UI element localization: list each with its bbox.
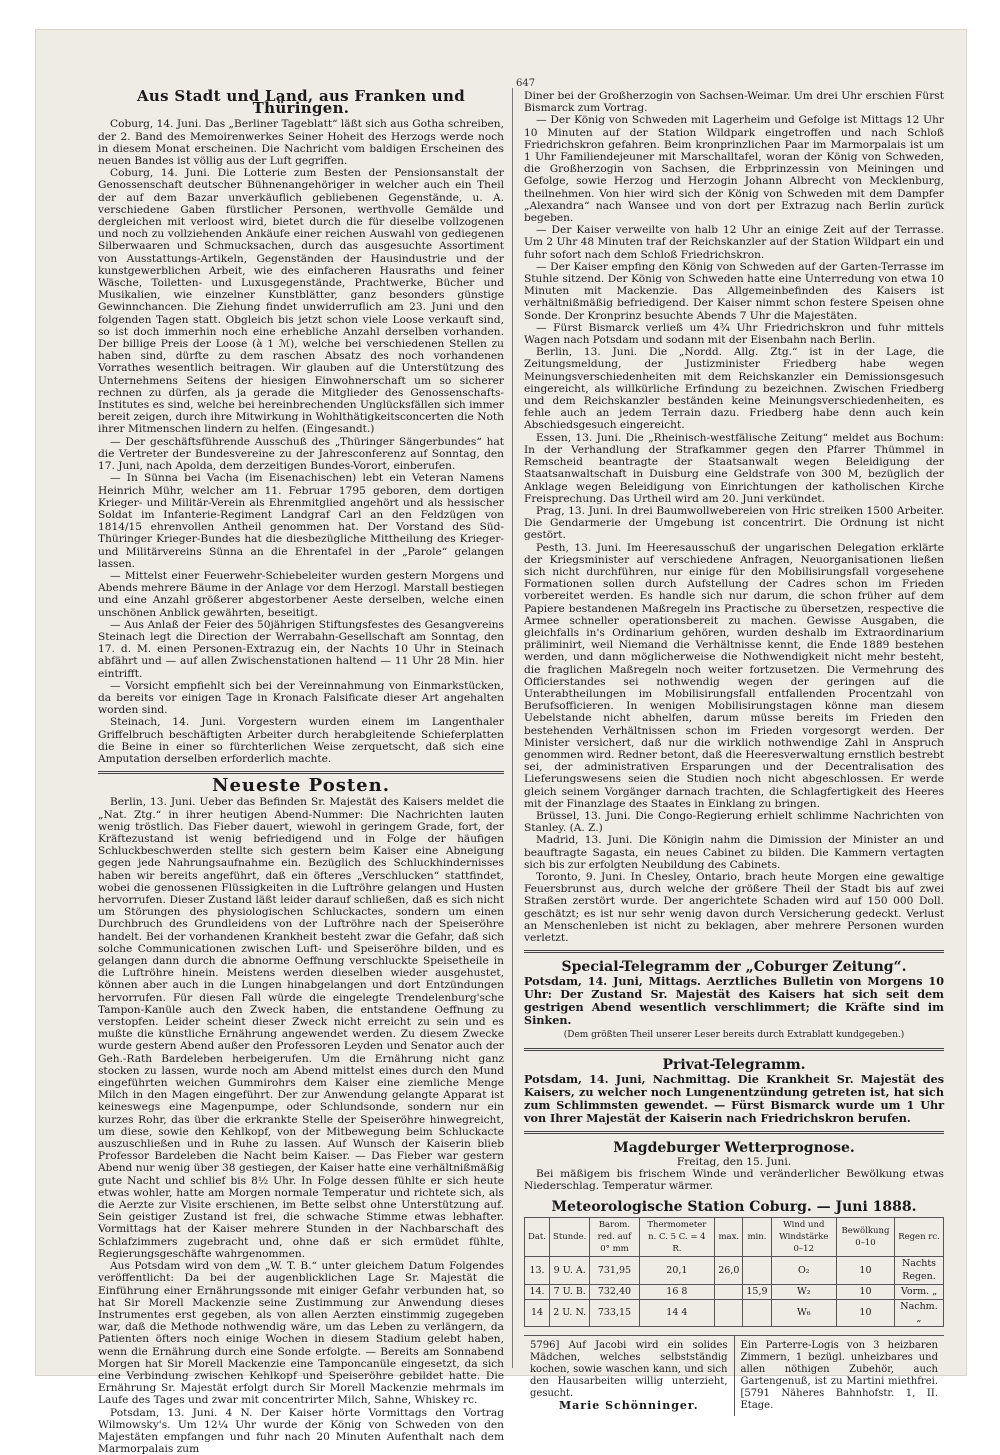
article-paragraph: — Fürst Bismarck verließ um 4¾ Uhr Friedrichskron und fuhr mittels Wagen nach Potsdam und sodann mit der Eisenbahn nach Berlin.	[524, 321, 944, 347]
news-paragraph: Berlin, 13. Juni. Ueber das Befinden Sr. Majestät des Kaisers meldet die „Nat. Ztg.“ in ihrer heutigen Abend-Nummer: Die Nachrichten lauten wenig tröstlich. Das Fieber dauert, wiewohl in geringem Grade, fort, der Kräftezustand ist wenig befriedigend und in Folge der häufigen Schluckbeschwerden stellte sich gestern beim Kaiser eine Abneigung gegen jede Nahrungsaufnahme ein. Bezüglich des Schluckhindernisses haben wir bereits angeführt, daß ein öfteres „Verschlucken“ stattfindet, wobei die genossenen Flüssigkeiten in die Luftröhre gelangen und Husten hervorrufen. Dieser Zustand läßt leider darauf schließen, daß es sich nicht um Störungen des physiologischen Schluckactes, sondern um einen Durchbruch des Grundleidens von der Luftröhre nach der Speiseröhre handelt. Bei der vorhandenen Krankheit besteht zwar die Gefahr, daß sich solche Communicationen zwischen Luft- und Speiseröhre bilden, und es gelangen dann durch die abnorme Oeffnung verschluckte Speisetheile in die Luftröhre hinein. Meistens werden dieselben wieder ausgehustet, können aber auch in die Lungen hinabgelangen und dort Entzündungen hervorrufen. Für diesen Fall würde die eingelegte Trendelenburg'sche Tampon-Kanüle auch den Zweck haben, die entstandene Oeffnung zu verstopfen. Leider scheint dieser Zweck nicht erreicht zu sein und es mußte die künstliche Ernährung angewendet werden. Zu diesem Zwecke wurde gestern Abend außer den Professoren Leyden und Senator auch der Geh.-Rath Bardeleben herbeigerufen. Um die Ernährung nicht ganz stocken zu lassen, wurde noch am Abend mittelst eines durch den Mund eingeführten weichen Gummirohrs dem Kaiser eine ziemliche Menge Milch in den Magen eingeführt. Der zur Anwendung gelangte Apparat ist keineswegs eine Magenpumpe, oder Schlundsonde, sondern nur ein kurzes Rohr, das über die erkrankte Stelle der Speiseröhre hinwegreicht, um diese, sowie den Kehlkopf, von der Mitbewegung beim Schluckacte auszuschließen und in Ruhe zu lassen. Auf Wunsch der Kaiserin blieb Professor Bardeleben die Nacht beim Kaiser. — Das Fieber war gestern Abend nur wenig über 38 gestiegen, der Kaiser hatte eine verhältnißmäßig gute Nacht und schlief bis 8½ Uhr. In Folge dessen fühlte er sich heute etwas wohler, hatte am Morgen normale Temperatur und richtete sich, als die Aerzte zur Visite erschienen, im Bette selbst ohne Unterstützung auf. Sein geistiger Zustand ist frei, die schwache Stimme etwas lebhafter. Vormittags hat der Kaiser mehrere Stunden in der Nachbarschaft des Schlafzimmers zugebracht und, ohne daß er sich ermüdet fühlte, Regierungsgeschäfte wahrgenommen.	[98, 796, 504, 1260]
met-col-header: Regen rc.	[895, 1217, 944, 1257]
met-col-header: Dat.	[525, 1217, 550, 1257]
article-paragraph: — Der Kaiser empfing den König von Schweden auf der Garten-Terrasse im Stuhle sitzend. Der König von Schweden hatte eine Unterredung von etwa 10 Minuten mit Mackenzie. Das Allgemeinbefinden des Kaisers ist verhältnißmäßig befriedigend. Der Kaiser nimmt schon festere Speisen ohne Sonde. Der Kronprinz besuchte Abends 7 Uhr die Majestäten.	[524, 260, 944, 322]
ad-text: 5796] Auf Jacobi wird ein solides Mädchen, welches selbstständig kochen, sowie waschen kann, und sich den Hausarbeiten willig unterzieht, gesucht.	[530, 1340, 728, 1400]
page-number: 647	[516, 78, 536, 89]
article-paragraph: — Mittelst einer Feuerwehr-Schiebeleiter wurden gestern Morgens und Abends mehrere Bäume in der Anlage vor dem Herzogl. Marstall bestiegen und eine Anzahl größerer abgestorbener Aeste derselben, welche einen unschönen Anblick gewährten, beseitigt.	[98, 569, 504, 619]
article-paragraph: — Vorsicht empfiehlt sich bei der Vereinnahmung von Einmarkstücken, da bereits vor einigen Tage in Kronach Falsificate dieser Art angehalten worden sind.	[98, 679, 504, 717]
met-cell: O₂	[771, 1257, 836, 1284]
classified-ad	[734, 1336, 945, 1416]
private-telegram-title: Privat-Telegramm.	[662, 1056, 806, 1073]
met-cell: 731,95	[590, 1257, 639, 1284]
met-cell: 14 4	[639, 1300, 715, 1327]
article-paragraph: Steinach, 14. Juni. Vorgestern wurden einem im Langenthaler Griffelbruch beschäftigten Arbeiter durch herabgleitende Schieferplatten die Beine in einer so fürchterlichen Weise zerquetscht, daß sich eine Amputation derselben erforderlich machte.	[98, 716, 504, 765]
met-col-header: Thermometer n. C. 5 C. = 4 R.	[639, 1217, 715, 1257]
met-cell: 20,1	[639, 1257, 715, 1284]
met-station-title: Meteorologische Station Coburg. — Juni 1888.	[551, 1198, 917, 1215]
article-paragraph: — In Sünna bei Vacha (im Eisenachischen) lebt ein Veteran Namens Heinrich Mühr, welcher am 11. Februar 1795 geboren, dem dortigen Krieger- und Militär-Verein als Ehrenmitglied angehört und als hessischer Soldat im Infanterie-Regiment Landgraf Carl an den Feldzügen von 1814/15 ehrenvollen Antheil genommen hat. Der Vorstand des Süd-Thüringer Krieger-Bundes hat die diesbezügliche Mittheilung des Krieger- und Militärvereins Sünna an die Ehrentafel in der „Parole“ gelangen lassen.	[98, 472, 504, 570]
section-separator	[524, 1048, 944, 1051]
met-col-header: max.	[715, 1217, 743, 1257]
met-cell: 10	[836, 1257, 894, 1284]
section-separator	[524, 950, 944, 953]
met-cell: Nachts Regen.	[895, 1257, 944, 1284]
met-cell: 732,40	[590, 1284, 639, 1299]
right-column	[524, 90, 944, 1413]
met-col-header: Barom. red. auf 0° mm	[590, 1217, 639, 1257]
article-paragraph: — Aus Anlaß der Feier des 50jährigen Stiftungsfestes des Gesangvereins Steinach legt die Direction der Werrabahn-Gesellschaft am Sonntag, den 17. d. M. einen Personen-Extrazug ein, der Nachts 10 Uhr in Steinach abfährt und — auf allen Zwischenstationen haltend — 11 Uhr 28 Min. hier eintrifft.	[98, 618, 504, 680]
classified-ad	[524, 1336, 734, 1416]
article-paragraph: — Der Kaiser verweilte von halb 12 Uhr an einige Zeit auf der Terrasse. Um 2 Uhr 48 Minuten traf der Reichskanzler auf der Station Wildpart ein und fuhr sofort nach dem Schloß Friedrichskron.	[524, 224, 944, 261]
article-paragraph: Madrid, 13. Juni. Die Königin nahm die Dimission der Minister an und beauftragte Sagasta, ein neues Cabinet zu bilden. Die Kammern vertagten sich bis zur erfolgten Neubildung des Cabinets.	[524, 834, 944, 871]
met-cell: 2 U. N.	[550, 1300, 590, 1327]
table-row	[525, 1257, 944, 1284]
met-cell: W₂	[771, 1284, 836, 1299]
weather-date: Freitag, den 15. Juni.	[676, 1156, 792, 1169]
met-table	[524, 1217, 944, 1328]
met-cell: 26,0	[715, 1257, 743, 1284]
met-cell: 10	[836, 1300, 894, 1327]
met-cell: 14	[525, 1300, 550, 1327]
newspaper-page	[36, 30, 966, 1455]
met-cell: 733,15	[590, 1300, 639, 1327]
left-column	[98, 87, 504, 1455]
met-cell	[715, 1300, 743, 1327]
article-paragraph: Coburg, 14. Juni. Die Lotterie zum Besten der Pensionsanstalt der Genossenschaft deutscher Bühnenangehöriger in welcher auch ein Theil der auf dem Bazar unverkäuflich gebliebenen Gegenstände, u. A. verschiedene Gaben fürstlicher Personen, werthvolle Gemälde und dergleichen mit verloost wird, bietet durch die für dieselbe vollzogenen und noch zu vollziehenden Ankäufe einer reichen Auswahl von gediegenen Silberwaaren und Schmucksachen, durch das ausgesuchte Assortiment von Ausstattungs-Artikeln, Gegenständen der Hausindustrie und der kunstgewerblichen Arbeit, wie des einfacheren Hausraths und feiner Wäsche, Toiletten- und Luxusgegenstände, Prachtwerke, Bücher und Musikalien, wie einzelner Kunstblätter, ganz besonders günstige Gewinnchancen. Die Ziehung findet unwiderruflich am 23. Juni und den folgenden Tagen statt. Obgleich bis jetzt schon viele Loose verkauft sind, so ist doch immerhin noch eine erhebliche Anzahl derselben vorhanden. Der billige Preis der Loose (à 1 ℳ), welche bei verschiedenen Stellen zu haben sind, dürfte zu dem raschen Absatz des noch vorhandenen Vorrathes wesentlich beitragen. Wir glauben auf die Unterstützung des Unternehmens Seitens der hiesigen Einwohnerschaft um so sicherer rechnen zu dürfen, als ja gerade die Mitglieder des Genossenschafts-Institutes es sind, welche bei hereinbrechenden Unglücksfällen sich immer bereit zeigen, durch ihre Mitwirkung in Wohlthätigkeitsconcerten die Noth ihrer Mitmenschen lindern zu helfen. (Eingesandt.)	[98, 167, 504, 436]
article-paragraph: — Der König von Schweden mit Lagerheim und Gefolge ist Mittags 12 Uhr 10 Minuten auf der Station Wildpark eingetroffen und nach Schloß Friedrichskron gefahren. Beim kronprinzlichen Paar im Marmorpalais ist um 1 Uhr Familiendejeuner mit Marschalltafel, woran der König von Schweden, die Großherzogin von Sachsen, die Erbprinzessin von Meiningen und Gefolge, sowie Herzog und Herzogin Johann Albrecht von Mecklenburg, theilnehmen. Von hier wird sich der König von Schweden mit dem Dampfer „Alexandra“ nach Wansee und von dort per Extrazug nach Berlin zurück begeben.	[524, 114, 944, 225]
article-paragraph: Essen, 13. Juni. Die „Rheinisch-westfälische Zeitung“ meldet aus Bochum: In der Verhandlung der Strafkammer gegen den Pfarrer Thümmel in Remscheid beantragte der Staatsanwalt wegen Beleidigung der Staatsanwaltschaft in Duisburg eine Geldstrafe von 300 M, bezüglich der Anklage wegen Beleidigung von Einrichtungen der katholischen Kirche Freisprechung. Das Urtheil wird am 20. Juni verkündet.	[524, 431, 944, 505]
article-paragraph: Coburg, 14. Juni. Das „Berliner Tageblatt“ läßt sich aus Gotha schreiben, der 2. Band des Memoirenwerkes Seiner Hoheit des Herzogs werde noch in diesem Monat erscheinen. Die Nachricht vom baldigen Erscheinen des neuen Bandes ist völlig aus der Luft gegriffen.	[98, 118, 504, 168]
article-paragraph: Pesth, 13. Juni. Im Heeresausschuß der ungarischen Delegation erklärte der Kriegsminister auf verschiedene Anfragen, Neuorganisationen ließen sich nicht durchführen, nur einige für den Mobilisirungsfall vorgesehene Formationen sollen durch Aufstellung der Cadres schon im Frieden vorbereitet werden. Es handle sich nur darum, die schon früher auf dem Papiere bestandenen Maßregeln ins Practische zu übersetzen, respective die Armee schneller operationsbereit zu machen. Gewisse Ausgaben, die gleichfalls in's Ordinarium gehören, wurden deshalb im Extraordinarium präliminirt, weil Niemand die Verhältnisse kennt, die Ende 1889 bestehen werden, und dann möglicherweise die Nothwendigkeit nicht mehr besteht, die fraglichen Maßregeln noch weiter fortzusetzen. Die Vermehrung des Officierstandes sei nothwendig wegen der geringen auf die Unterabtheilungen im Mobilisirungsfall entfallenden Procentzahl von Berufsofficieren. In wenigen Mobilisirungstagen könne man diesem Uebelstande nicht abhelfen, darum müsse bereits im Frieden den bestehenden Verhältnissen schon im Frieden vorgesorgt werden. Der Minister versichert, daß nur die wirklich nothwendige Zahl in Anspruch genommen wird. Redner betont, daß die Heeresverwaltung ernstlich bestrebt sei, der administrativen Ersparungen und der Decentralisation des Lieferungswesens seien die Studien noch nicht abgeschlossen. Er werde gleich seinem Vorgänger darnach trachten, die Schlagfertigkeit des Heeres mit der Finanzlage des Staates in Einklang zu bringen.	[524, 541, 944, 810]
article-paragraph: Brüssel, 13. Juni. Die Congo-Regierung erhielt schlimme Nachrichten von Stanley. (A. Z.)	[524, 809, 944, 835]
special-telegram-text: Potsdam, 14. Juni, Mittags. Aerztliches Bulletin von Morgens 10 Uhr: Der Zustand Sr. Majestät des Kaisers hat sich seit dem gestrigen Abend wesentlich verschlimmert; die Kräfte sind im Sinken.	[524, 974, 944, 1028]
column-divider	[512, 88, 513, 1368]
special-telegram-title: Special-Telegramm der „Coburger Zeitung“.	[561, 959, 907, 976]
met-cell	[743, 1257, 771, 1284]
classified-ads	[524, 1335, 944, 1416]
met-cell	[715, 1284, 743, 1299]
weather-text: Bei mäßigem bis frischem Winde und veränderlicher Bewölkung etwas Niederschlag. Temperatur wärmer.	[524, 1168, 944, 1193]
met-col-header: min.	[743, 1217, 771, 1257]
news-title: Neueste Posten.	[212, 775, 390, 797]
private-telegram-text: Potsdam, 14. Juni, Nachmittag. Die Krankheit Sr. Majestät des Kaisers, zu welcher noch Lungenentzündung getreten ist, hat sich zum Schlimmsten gewendet. — Fürst Bismarck wurde um 1 Uhr von Ihrer Majestät der Kaiserin nach Friedrichskron berufen.	[524, 1071, 944, 1125]
article-paragraph: Toronto, 9. Juni. In Chesley, Ontario, brach heute Morgen eine gewaltige Feuersbrunst aus, durch welche der größere Theil der Stadt bis auf zwei Straßen zerstört wurde. Der angerichtete Schaden wird auf 150 000 Doll. geschätzt; es ist nur sehr wenig davon durch Versicherung gedeckt. Verlust an Menschenleben ist nicht zu beklagen, aber mehrere Personen wurden verletzt.	[524, 871, 944, 945]
met-cell: 14.	[525, 1284, 550, 1299]
ad-text: Ein Parterre-Logis von 3 heizbaren Zimmern, 1 bezügl. unheizbares und allen nöthigen Zubehör, auch Gartengenuß, ist zu Martini miethfrei. [5791 Näheres Bahnhofstr. 1, II. Etage.	[740, 1340, 938, 1412]
met-cell: Vorm. „	[895, 1284, 944, 1299]
met-cell	[743, 1300, 771, 1327]
section-title: Aus Stadt und Land, aus Franken und Thüringen.	[136, 87, 466, 118]
ad-signature: Marie Schönninger.	[558, 1399, 699, 1413]
weather-title: Magdeburger Wetterprognose.	[613, 1139, 855, 1156]
met-cell: Nachm. „	[895, 1300, 944, 1327]
article-paragraph: Berlin, 13. Juni. Die „Nordd. Allg. Ztg.“ ist in der Lage, die Zeitungsmeldung, der Justizminister Friedberg habe wegen Meinungsverschiedenheiten mit dem Reichskanzler ein Demissionsgesuch eingereicht, als willkürliche Erfindung zu bezeichnen. Zwischen Friedberg und dem Reichskanzler beständen keine Meinungsverschiedenheiten, es fehle auch an jedem Terrain dazu. Friedberg habe denn auch kein Abschiedsgesuch eingereicht.	[524, 346, 944, 432]
section-separator	[524, 1131, 944, 1134]
table-row	[525, 1300, 944, 1327]
table-row	[525, 1284, 944, 1299]
met-cell: 15,9	[743, 1284, 771, 1299]
met-table-header	[525, 1217, 944, 1257]
met-cell: 7 U. B.	[550, 1284, 590, 1299]
section-separator	[98, 771, 504, 774]
met-col-header: Bewölkung 0–10	[836, 1217, 894, 1257]
met-cell: 13.	[525, 1257, 550, 1284]
special-telegram-note: (Dem größten Theil unserer Leser bereits durch Extrablatt kundgegeben.)	[563, 1030, 905, 1041]
met-col-header: Stunde.	[550, 1217, 590, 1257]
met-cell: 10	[836, 1284, 894, 1299]
article-paragraph: Diner bei der Großherzogin von Sachsen-Weimar. Um drei Uhr erschien Fürst Bismarck zum Vortrag.	[524, 90, 944, 115]
news-paragraph: Potsdam, 13. Juni. 4 N. Der Kaiser hörte Vormittags den Vortrag Wilmowsky's. Um 12¼ Uhr wurde der König von Schweden von den Majestäten empfangen und fuhr nach 20 Minuten Aufenthalt nach dem Marmorpalais zum	[98, 1406, 504, 1455]
met-cell: 16 8	[639, 1284, 715, 1299]
article-paragraph: Prag, 13. Juni. In drei Baumwollwebereien von Hric streiken 1500 Arbeiter. Die Gendarmerie der Umgebung ist concentrirt. Die Ordnung ist nicht gestört.	[524, 504, 944, 542]
met-cell: 9 U. A.	[550, 1257, 590, 1284]
met-col-header: Wind und Windstärke 0–12	[771, 1217, 836, 1257]
news-paragraph: Aus Potsdam wird von dem „W. T. B.“ unter gleichem Datum Folgendes veröffentlicht: Da bei der augenblicklichen Lage Sr. Majestät die Einführung einer Ernährungssonde mit einiger Gefahr verbunden hat, so hat Sir Morell Mackenzie seine Zustimmung zur Anwendung dieses Instrumentes erst gegeben, als von allen Aerzten einstimmig zugegeben war, daß die Methode nothwendig wäre, um das Leben zu verlängern, da Patienten öfters noch einige Wochen in diesem Stadium gelebt haben, wenn die Ernährung durch eine Sonde erfolgte. — Bereits am Sonnabend Morgen hat Sir Morell Mackenzie eine Tamponcanüle eingesetzt, da sich eine Verbindung zwischen Kehlkopf und Speiseröhre gebildet hatte. Die Ernährung Sr. Majestät erfolgt durch Sir Morell Mackenzie mehrmals im Laufe des Tages und zwar mit concentrirter Milch, Sahne, Whiskey rc.	[98, 1260, 504, 1407]
article-paragraph: — Der geschäftsführende Ausschuß des „Thüringer Sängerbundes“ hat die Vertreter der Bundesvereine zu der Jahresconferenz auf Sonntag, den 17. Juni, nach Apolda, dem derzeitigen Bundes-Vorort, einberufen.	[98, 435, 504, 473]
met-cell: W₆	[771, 1300, 836, 1327]
